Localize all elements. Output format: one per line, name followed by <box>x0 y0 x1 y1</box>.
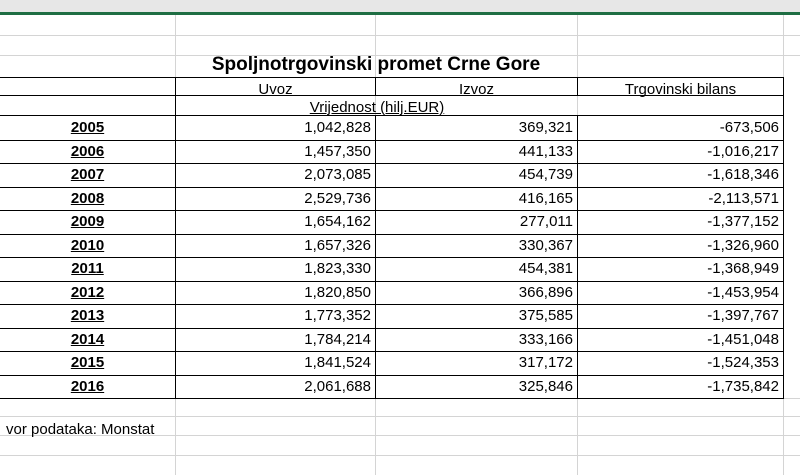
row-bilans[interactable]: -1,397,767 <box>707 307 779 324</box>
row-uvoz[interactable]: 1,654,162 <box>304 213 371 230</box>
grid-row-line <box>0 416 800 417</box>
row-border <box>0 351 783 352</box>
row-bilans[interactable]: -1,524,353 <box>707 354 779 371</box>
row-year[interactable]: 2006 <box>70 142 105 160</box>
grid-row-line <box>0 455 800 456</box>
row-uvoz[interactable]: 1,841,524 <box>304 354 371 371</box>
row-bilans[interactable]: -1,016,217 <box>707 142 779 160</box>
spreadsheet-grid[interactable] <box>0 15 800 475</box>
row-bilans[interactable]: -1,618,346 <box>707 166 779 183</box>
table-border <box>0 398 783 399</box>
toolbar-strip <box>0 0 800 12</box>
unit-label[interactable]: Vrijednost (hilj.EUR) <box>309 99 445 116</box>
row-year[interactable]: 2011 <box>71 260 104 277</box>
row-year[interactable]: 2007 <box>70 166 105 183</box>
row-year[interactable]: 2014 <box>70 330 105 348</box>
row-border <box>0 257 783 258</box>
row-uvoz[interactable]: 1,823,330 <box>304 260 371 277</box>
row-izvoz[interactable]: 325,846 <box>518 377 573 395</box>
row-border <box>0 281 783 282</box>
row-izvoz[interactable]: 454,381 <box>518 260 573 277</box>
row-izvoz[interactable]: 366,896 <box>518 283 573 301</box>
row-bilans[interactable]: -1,368,949 <box>707 260 779 277</box>
row-uvoz[interactable]: 2,061,688 <box>304 377 371 395</box>
row-bilans[interactable]: -1,377,152 <box>707 213 779 230</box>
row-border <box>0 140 783 141</box>
row-border <box>0 187 783 188</box>
row-uvoz[interactable]: 2,073,085 <box>304 166 371 183</box>
row-izvoz[interactable]: 333,166 <box>518 330 573 348</box>
row-izvoz[interactable]: 277,011 <box>519 213 573 230</box>
row-border <box>0 304 783 305</box>
source-note[interactable]: vor podataka: Monstat <box>6 421 155 438</box>
table-border <box>783 77 784 399</box>
row-uvoz[interactable]: 2,529,736 <box>304 189 371 207</box>
row-bilans[interactable]: -1,735,842 <box>707 377 779 395</box>
row-izvoz[interactable]: 317,172 <box>518 354 573 371</box>
row-bilans[interactable]: -1,453,954 <box>707 283 779 301</box>
row-uvoz[interactable]: 1,457,350 <box>304 142 371 160</box>
row-border <box>0 163 783 164</box>
row-izvoz[interactable]: 330,367 <box>518 236 573 254</box>
row-year[interactable]: 2010 <box>70 236 105 254</box>
row-izvoz[interactable]: 416,165 <box>518 189 573 207</box>
row-bilans[interactable]: -1,451,048 <box>707 330 779 348</box>
row-izvoz[interactable]: 441,133 <box>518 142 573 160</box>
row-bilans[interactable]: -673,506 <box>719 119 779 136</box>
row-year[interactable]: 2009 <box>70 213 105 230</box>
row-uvoz[interactable]: 1,784,214 <box>304 330 371 348</box>
row-year[interactable]: 2016 <box>70 377 105 395</box>
row-border <box>0 328 783 329</box>
row-border <box>0 375 783 376</box>
row-year[interactable]: 2013 <box>70 307 105 324</box>
row-uvoz[interactable]: 1,773,352 <box>304 307 371 324</box>
header-uvoz[interactable]: Uvoz <box>258 81 293 98</box>
table-title[interactable]: Spoljnotrgovinski promet Crne Gore <box>211 54 541 75</box>
table-border <box>0 77 783 78</box>
row-border <box>0 234 783 235</box>
grid-row-line <box>0 35 800 36</box>
row-year[interactable]: 2008 <box>70 189 105 207</box>
row-izvoz[interactable]: 454,739 <box>518 166 573 183</box>
row-year[interactable]: 2012 <box>70 283 105 301</box>
row-year[interactable]: 2015 <box>70 354 105 371</box>
row-uvoz[interactable]: 1,820,850 <box>304 283 371 301</box>
header-trgovinski-bilans[interactable]: Trgovinski bilans <box>624 81 737 98</box>
row-year[interactable]: 2005 <box>70 119 105 136</box>
row-izvoz[interactable]: 369,321 <box>518 119 573 136</box>
row-uvoz[interactable]: 1,657,326 <box>304 236 371 254</box>
row-bilans[interactable]: -2,113,571 <box>708 189 779 207</box>
row-izvoz[interactable]: 375,585 <box>518 307 573 324</box>
row-bilans[interactable]: -1,326,960 <box>707 236 779 254</box>
row-border <box>0 210 783 211</box>
row-uvoz[interactable]: 1,042,828 <box>304 119 371 136</box>
header-izvoz[interactable]: Izvoz <box>458 81 494 98</box>
